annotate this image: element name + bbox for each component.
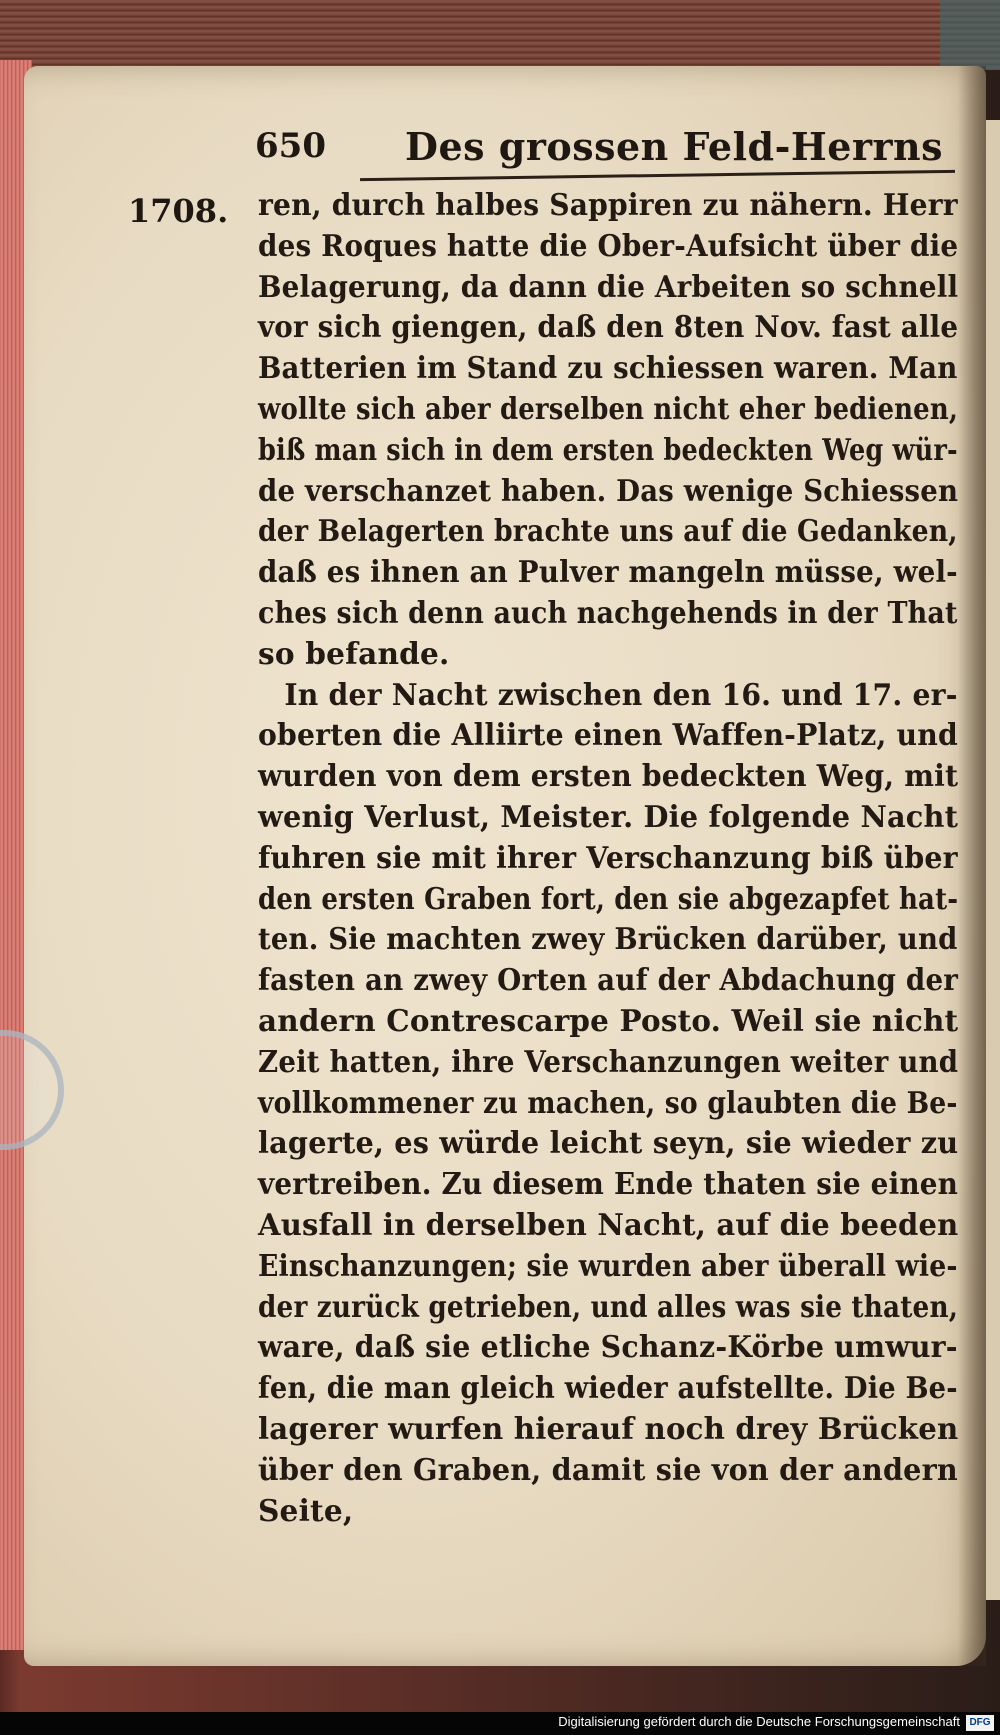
- text-line: daß es ihnen an Pulver mangeln müsse, wel-: [258, 555, 958, 591]
- text-line: biß man sich in dem ersten bedeckten Weg wür-: [258, 432, 958, 468]
- text-line: oberten die Alliirte einen Waffen-Platz, und: [258, 718, 958, 754]
- text-line: lagerer wurfen hierauf noch drey Brücken: [258, 1411, 959, 1447]
- text-line: Zeit hatten, ihre Verschanzungen weiter und: [258, 1044, 959, 1080]
- text-line: Belagerung, da dann die Arbeiten so schnell: [258, 269, 959, 305]
- footer-bar: [0, 1712, 1000, 1735]
- text-line: Einschanzungen; sie wurden aber überall wie-: [258, 1248, 958, 1284]
- text-line: ren, durch halbes Sappiren zu nähern. Herr: [258, 188, 958, 223]
- text-line: fen, die man gleich wieder aufstellte. Die Be-: [258, 1371, 958, 1407]
- page-number: 650: [255, 126, 326, 166]
- text-line: ten. Sie machten zwey Brücken darüber, und: [258, 922, 958, 958]
- text-line: den ersten Graben fort, den sie abgezapfet hat-: [258, 881, 959, 917]
- book-top-edge: [0, 0, 1000, 70]
- text-line: vertreiben. Zu diesem Ende thaten sie einen: [258, 1167, 959, 1203]
- text-line: lagerte, es würde leicht seyn, sie wieder zu: [258, 1126, 959, 1162]
- text-line: des Roques hatte die Ober-Aufsicht über die: [258, 228, 959, 264]
- text-line: ware, daß sie etliche Schanz-Körbe umwur-: [258, 1330, 958, 1366]
- text-line: vor sich giengen, daß den 8ten Nov. fast alle: [258, 310, 959, 346]
- text-line: wollte sich aber derselben nicht eher bedienen,: [258, 391, 959, 427]
- text-line: der zurück getrieben, und alles was sie thaten,: [258, 1289, 959, 1325]
- text-line: der Belagerten brachte uns auf die Gedanken,: [258, 514, 958, 550]
- text-line: Seite,: [258, 1493, 354, 1529]
- text-line: wenig Verlust, Meister. Die folgende Nacht: [258, 799, 959, 835]
- text-line: Ausfall in derselben Nacht, auf die beeden: [258, 1207, 959, 1243]
- running-head-title: Des grossen Feld-Herrns: [405, 124, 944, 169]
- dfg-logo: DFG: [966, 1715, 994, 1731]
- text-line: ches sich denn auch nachgehends in der That: [258, 595, 958, 631]
- text-line: fuhren sie mit ihrer Verschanzung biß über: [258, 840, 958, 876]
- marginal-year: 1708.: [128, 192, 229, 230]
- text-line: vollkommener zu machen, so glaubten die Be-: [258, 1085, 958, 1121]
- digitization-credit: Digitalisierung gefördert durch die Deutsche Forschungsgemeinschaft: [558, 1714, 960, 1729]
- text-line: über den Graben, damit sie von der andern: [258, 1452, 958, 1488]
- text-line: de verschanzet haben. Das wenige Schiessen: [258, 473, 959, 509]
- text-line: wurden von dem ersten bedeckten Weg, mit: [258, 759, 959, 795]
- body-text: [258, 186, 968, 1532]
- text-line: andern Contrescarpe Posto. Weil sie nicht: [258, 1003, 959, 1039]
- running-head: [255, 120, 955, 176]
- text-line: so befande.: [258, 636, 450, 672]
- text-line: fasten an zwey Orten auf der Abdachung der: [258, 963, 959, 999]
- text-line: In der Nacht zwischen den 16. und 17. er-: [284, 677, 958, 713]
- text-line: Batterien im Stand zu schiessen waren. Man: [258, 351, 958, 387]
